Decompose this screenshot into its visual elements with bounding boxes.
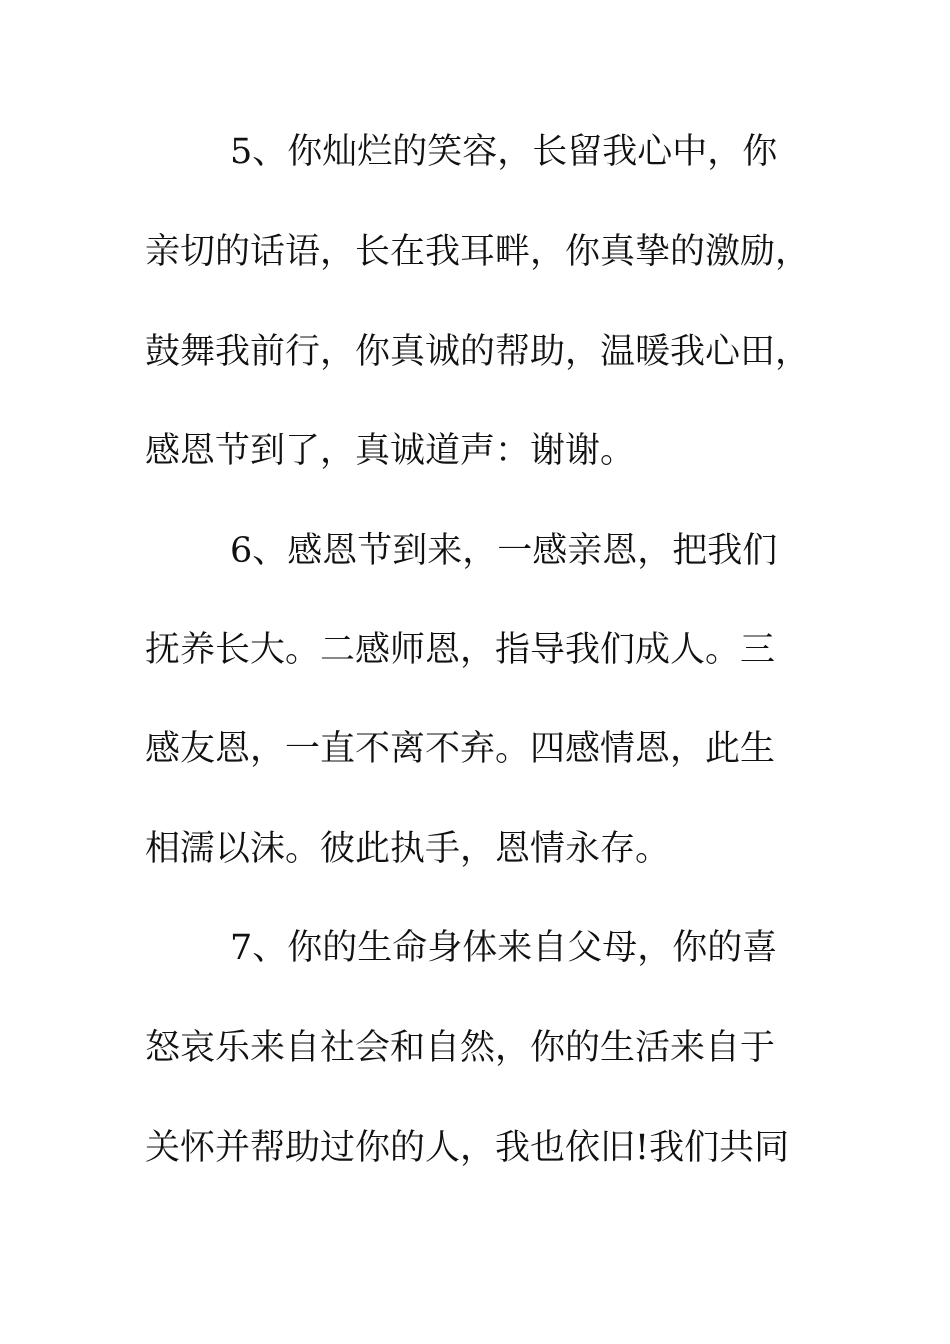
text-line: 7、你的生命身体来自父母，你的喜 [230, 928, 778, 968]
text-line: 关怀并帮助过你的人，我也依旧!我们共同 [145, 1128, 790, 1168]
text-line: 感恩节到了，真诚道声：谢谢。 [145, 431, 636, 471]
text-line: 怒哀乐来自社会和自然，你的生活来自于 [145, 1028, 776, 1068]
text-line: 相濡以沫。彼此执手，恩情永存。 [145, 829, 671, 869]
text-line: 抚养长大。二感师恩，指导我们成人。三 [145, 630, 776, 670]
text-line: 鼓舞我前行，你真诚的帮助，温暖我心田， [145, 332, 811, 372]
text-line: 感友恩，一直不离不弃。四感情恩，此生 [145, 729, 776, 769]
text-line: 5、你灿烂的笑容，长留我心中，你 [230, 132, 778, 172]
text-line: 亲切的话语，长在我耳畔，你真挚的激励， [145, 232, 811, 272]
text-line: 6、感恩节到来，一感亲恩，把我们 [230, 531, 778, 571]
